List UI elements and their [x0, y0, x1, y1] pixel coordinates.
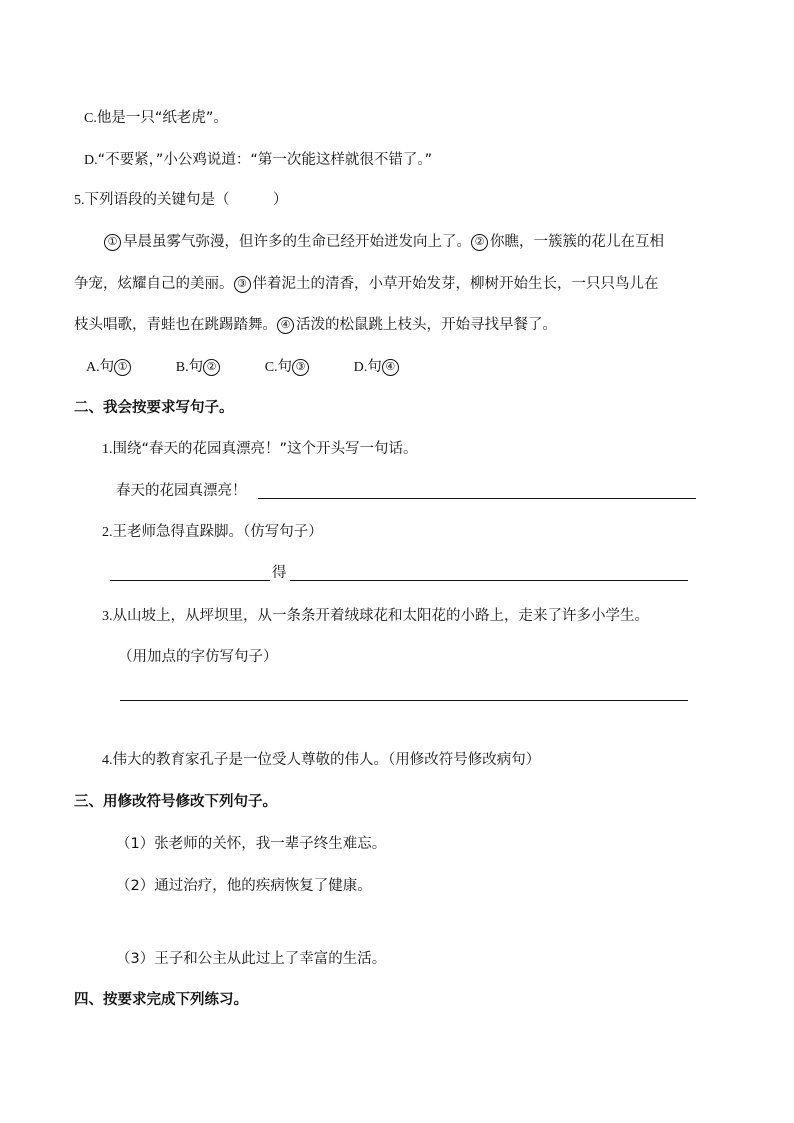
- option-text: 句: [367, 359, 382, 375]
- option-letter: A.: [86, 360, 100, 375]
- circled-number: ①: [114, 359, 131, 376]
- section-3-heading: 三、用修改符号修改下列句子。: [74, 794, 277, 810]
- section-2-question-2: [102, 522, 323, 543]
- option-c[interactable]: [265, 357, 311, 378]
- sentence-4: 活泼的松鼠跳上枝头，开始寻找早餐了。: [296, 317, 557, 333]
- item-number: （2）: [116, 878, 155, 894]
- circled-number: ①: [104, 234, 121, 251]
- sentence-3b: 枝头唱歌，青蛙也在跳踢踏舞。: [74, 317, 277, 333]
- passage-line-3: [74, 315, 557, 335]
- option-d[interactable]: [354, 357, 401, 378]
- sentence-2b: 争宠，炫耀自己的美丽。: [74, 276, 234, 292]
- question-number: 3.: [102, 609, 113, 624]
- section-3-item-3: [116, 949, 386, 969]
- answer-middle-word: 得: [272, 565, 287, 581]
- option-letter: D.: [353, 360, 368, 375]
- question-number: 5.: [74, 193, 85, 208]
- item-text: 王子和公主从此过上了幸富的生活。: [154, 951, 387, 967]
- question-number: 4.: [102, 753, 113, 768]
- question-3-note: （用加点的字仿写句子）: [118, 649, 278, 665]
- circled-number: ②: [471, 234, 488, 251]
- sentence-2a: 你瞧，一簇簇的花儿在互相: [490, 234, 664, 250]
- question-text: 从山坡上，从坪坝里，从一条条开着绒球花和太阳花的小路上，走来了许多小学生。: [112, 608, 649, 624]
- option-d: [84, 150, 432, 171]
- question-text: 王老师急得直跺脚。（仿写句子）: [112, 524, 323, 540]
- section-3-item-2: [116, 876, 372, 896]
- option-text: 他是一只“纸老虎”。: [96, 110, 228, 126]
- question-number: 2.: [102, 525, 113, 540]
- question-5-options: [86, 357, 401, 378]
- section-2-question-1: [102, 439, 418, 460]
- section-4-heading: 四、按要求完成下列练习。: [74, 992, 248, 1008]
- section-2-question-4: [102, 750, 540, 771]
- item-number: （3）: [116, 951, 155, 967]
- question-text: 下列语段的关键句是（ ）: [84, 192, 288, 208]
- option-c: [84, 108, 228, 129]
- answer-prefix: 春天的花园真漂亮！: [116, 483, 247, 499]
- section-2-heading: 二、我会按要求写句子。: [74, 400, 234, 416]
- option-letter: B.: [175, 360, 189, 375]
- section-2-question-3: [102, 606, 649, 627]
- circled-number: ④: [277, 317, 294, 334]
- item-number: （1）: [116, 836, 155, 852]
- option-text: “不要紧，”小公鸡说道：“第一次能这样就很不错了。”: [97, 152, 433, 168]
- option-text: 句: [188, 359, 204, 375]
- sentence-3a: 伴着泥土的清香，小草开始发芽，柳树开始生长，一只只鸟儿在: [252, 276, 659, 292]
- option-letter: C.: [264, 360, 278, 375]
- option-text: 句: [277, 359, 293, 375]
- question-number: 1.: [102, 442, 113, 457]
- item-text: 张老师的关怀，我一辈子终生难忘。: [154, 836, 387, 852]
- option-b[interactable]: [176, 357, 222, 378]
- question-text: 围绕“春天的花园真漂亮！”这个开头写一句话。: [112, 441, 418, 457]
- passage-line-1: [104, 232, 664, 252]
- sentence-1: 早晨虽雾气弥漫，但许多的生命已经开始迸发向上了。: [123, 234, 471, 250]
- circled-number: ②: [203, 359, 220, 376]
- question-text: 伟大的教育家孔子是一位受人尊敬的伟人。（用修改符号修改病句）: [112, 752, 541, 768]
- answer-blank-right[interactable]: [290, 580, 688, 581]
- answer-line-3[interactable]: [120, 700, 688, 701]
- section-3-item-1: [116, 834, 386, 854]
- option-letter: C.: [84, 111, 97, 126]
- option-letter: D.: [84, 153, 98, 168]
- answer-line-1[interactable]: [258, 498, 696, 499]
- circled-number: ③: [234, 276, 251, 293]
- item-text: 通过治疗，他的疾病恢复了健康。: [154, 878, 372, 894]
- circled-number: ③: [292, 359, 309, 376]
- circled-number: ④: [382, 359, 399, 376]
- passage-line-2: [74, 274, 659, 294]
- question-5-stem: [74, 190, 288, 211]
- answer-blank-left[interactable]: [110, 580, 270, 581]
- option-a[interactable]: [86, 357, 133, 378]
- option-text: 句: [99, 359, 115, 375]
